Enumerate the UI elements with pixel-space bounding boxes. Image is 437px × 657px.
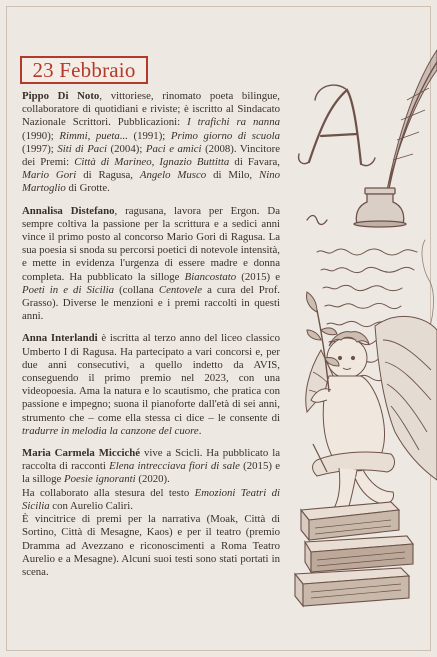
title-italic: Elena intrecciava fiori di sale xyxy=(109,460,240,473)
bio-text: (2015) e xyxy=(236,270,280,283)
ink-bottle-icon xyxy=(354,188,406,227)
title-italic: Siti di Paci xyxy=(57,142,107,155)
author-name: Pippo Di Noto xyxy=(22,90,100,102)
bio-text: (1997); xyxy=(22,142,58,155)
date-label: 23 Febbraio xyxy=(32,57,136,82)
title-italic: Angelo Musco xyxy=(139,169,207,182)
bio-text: (collana xyxy=(114,283,159,296)
title-italic: Città di Marineo xyxy=(74,156,152,169)
bio-text: di Grotte. xyxy=(65,182,110,195)
date-box xyxy=(20,56,148,84)
bio-text: , ragusana, lavora per Ergon. Da sempre coltiva la passione per la scrittura e a sedici anni vince il primo posto al concorso Mario Gori di Ragusa. La sua poesia si snoda su percorsi poetici di notevole intensità, e mette in evidenza l'urgenza di essere madre e donna completa. Ha pubblicato la silloge xyxy=(22,204,280,283)
title-italic: Poeti in e di Sicilia xyxy=(22,283,115,296)
bio-text: con Aurelio Caliri. xyxy=(49,499,133,512)
author-name: Maria Carmela Micciché xyxy=(22,447,141,460)
title-italic: Mario Gori xyxy=(22,169,77,182)
vintage-illustration xyxy=(287,40,437,640)
bio-text: di Ragusa, xyxy=(76,169,140,182)
title-italic: Primo giorno di scuola xyxy=(170,129,281,142)
letter-a-drop-cap-icon xyxy=(299,85,375,166)
title-italic: Emozioni Teatri di Sicilia xyxy=(22,486,280,512)
title-italic: Poesie ignoranti xyxy=(63,473,136,486)
bio-text: È vincitrice di premi per la narrativa (Moak, Città di Sortino, Città di Mesagne, Kaos) e per il teatro (premio Dramma ad Avezzano e riconoscimenti a Roma Teatro Aurelio e a Mesagne). Alcuni suoi testi sono stati portati in scena. xyxy=(22,513,280,578)
title-italic: tradurre in melodia la canzone del cuore xyxy=(22,424,199,437)
title-italic: Biancostato xyxy=(184,270,237,283)
bio-text: di Favara, xyxy=(229,156,280,169)
quill-pen-icon xyxy=(385,50,437,210)
bio-text: (1991); xyxy=(127,129,171,142)
entry-maria-carmela-micciche xyxy=(22,447,280,579)
book-stack-icon xyxy=(295,502,413,606)
author-name: Anna Interlandi xyxy=(22,332,98,345)
entry-pippo-di-noto xyxy=(22,90,280,196)
bio-text: (2015) e la silloge xyxy=(22,460,280,486)
bio-text: , vittoriese, rinomato poeta bilingue, collaboratore di quotidiani e riviste; è iscritto al Sindacato Nazionale Scrittori. Pubblicazioni: xyxy=(22,90,281,129)
bio-text: (2004); xyxy=(107,142,146,155)
bio-text: Ha collaborato alla stesura del testo xyxy=(22,486,195,499)
bio-text: (1990); xyxy=(22,129,60,142)
bio-text: (2020). xyxy=(135,473,170,486)
entry-annalisa-distefano xyxy=(22,205,280,324)
title-italic: Rimmi, pueta... xyxy=(59,129,128,142)
title-italic: Ignazio Buttitta xyxy=(159,156,230,169)
entry-anna-interlandi xyxy=(22,332,280,438)
bio-text: , xyxy=(151,156,160,169)
bio-text: . xyxy=(198,424,202,437)
bio-text: di Milo, xyxy=(206,169,259,182)
author-name: Annalisa Distefano xyxy=(22,204,115,217)
title-italic: Nino Martoglio xyxy=(22,169,280,195)
biographies xyxy=(22,90,280,588)
title-italic: Centovele xyxy=(158,283,203,296)
bio-text: a cura del Prof. Grasso). Diverse le menzioni e i premi raccolti in questi anni. xyxy=(22,283,281,323)
bio-text: vive a Scicli. Ha pubblicato la raccolta di racconti xyxy=(22,447,280,473)
bio-text: (2008). Vincitore dei Premi: xyxy=(22,142,281,169)
title-italic: Paci e amici xyxy=(145,142,202,155)
bio-text: è iscritta al terzo anno del liceo classico Umberto I di Ragusa. Ha partecipato a vari concorsi e, per due anni consecutivi, a quello indetto da AVIS, conseguendo il primo premio nel 2023, con una videopoesia. Ama la natura e lo scautismo, che pratica con passione e impegno; suona il pianoforte dall'età di sei anni, strumento che – come ella stessa ci dice – le consente di xyxy=(22,332,280,424)
title-italic: I trafichi ra nanna xyxy=(187,116,280,129)
